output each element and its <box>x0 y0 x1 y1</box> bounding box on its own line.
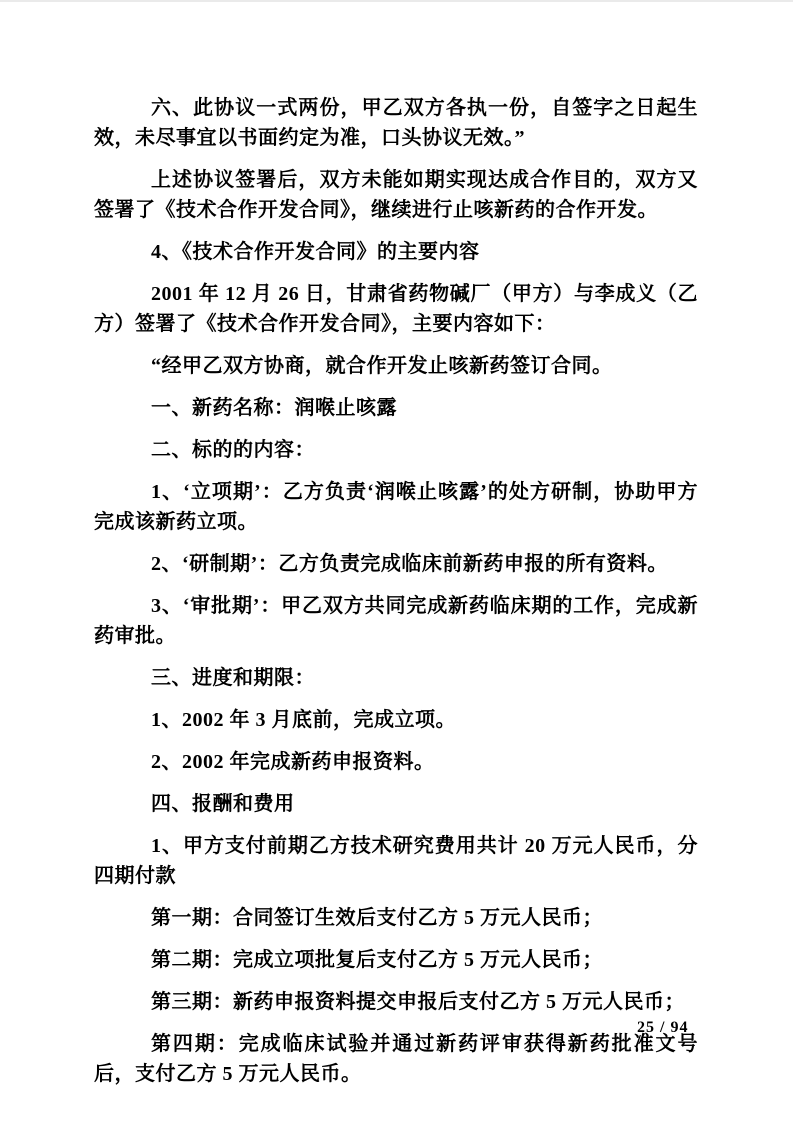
paragraph: 三、进度和期限： <box>151 667 315 689</box>
paragraph: 二、标的的内容： <box>151 439 315 461</box>
scan-edge-artifact <box>0 0 793 2</box>
paragraph: 1、甲方支付前期乙方技术研究费用共计 20 万元人民币，分四期付款 <box>94 835 698 887</box>
document-body <box>94 93 698 1101</box>
paragraph: 四、报酬和费用 <box>151 793 295 815</box>
paragraph: 2001 年 12 月 26 日，甘肃省药物碱厂（甲方）与李成义（乙方）签署了《技术合作开发合同》，主要内容如下： <box>94 283 698 335</box>
paragraph: “经甲乙双方协商，就合作开发止咳新药签订合同。 <box>151 355 613 377</box>
paragraph: 第一期：合同签订生效后支付乙方 5 万元人民币； <box>151 907 603 929</box>
paragraph: 第三期：新药申报资料提交申报后支付乙方 5 万元人民币； <box>151 991 685 1013</box>
paragraph: 4、《技术合作开发合同》的主要内容 <box>151 241 480 263</box>
paragraph: 2、2002 年完成新药申报资料。 <box>151 751 435 773</box>
paragraph: 1、‘立项期’：乙方负责‘润喉止咳露’的处方研制，协助甲方完成该新药立项。 <box>94 481 698 533</box>
paragraph: 1、2002 年 3 月底前，完成立项。 <box>151 709 456 731</box>
paragraph: 2、‘研制期’：乙方负责完成临床前新药申报的所有资料。 <box>151 553 668 575</box>
paragraph: 一、新药名称：润喉止咳露 <box>151 397 397 419</box>
paragraph: 六、此协议一式两份，甲乙双方各执一份，自签字之日起生效，未尽事宜以书面约定为准，口头协议无效。” <box>94 97 698 149</box>
page-number: 25 / 94 <box>637 1019 689 1036</box>
paragraph: 第四期：完成临床试验并通过新药评审获得新药批准文号后，支付乙方 5 万元人民币。 <box>94 1033 698 1085</box>
paragraph: 3、‘审批期’：甲乙双方共同完成新药临床期的工作，完成新药审批。 <box>94 595 698 647</box>
paragraph: 第二期：完成立项批复后支付乙方 5 万元人民币； <box>151 949 603 971</box>
paragraph: 上述协议签署后，双方未能如期实现达成合作目的，双方又签署了《技术合作开发合同》，继续进行止咳新药的合作开发。 <box>94 169 698 221</box>
